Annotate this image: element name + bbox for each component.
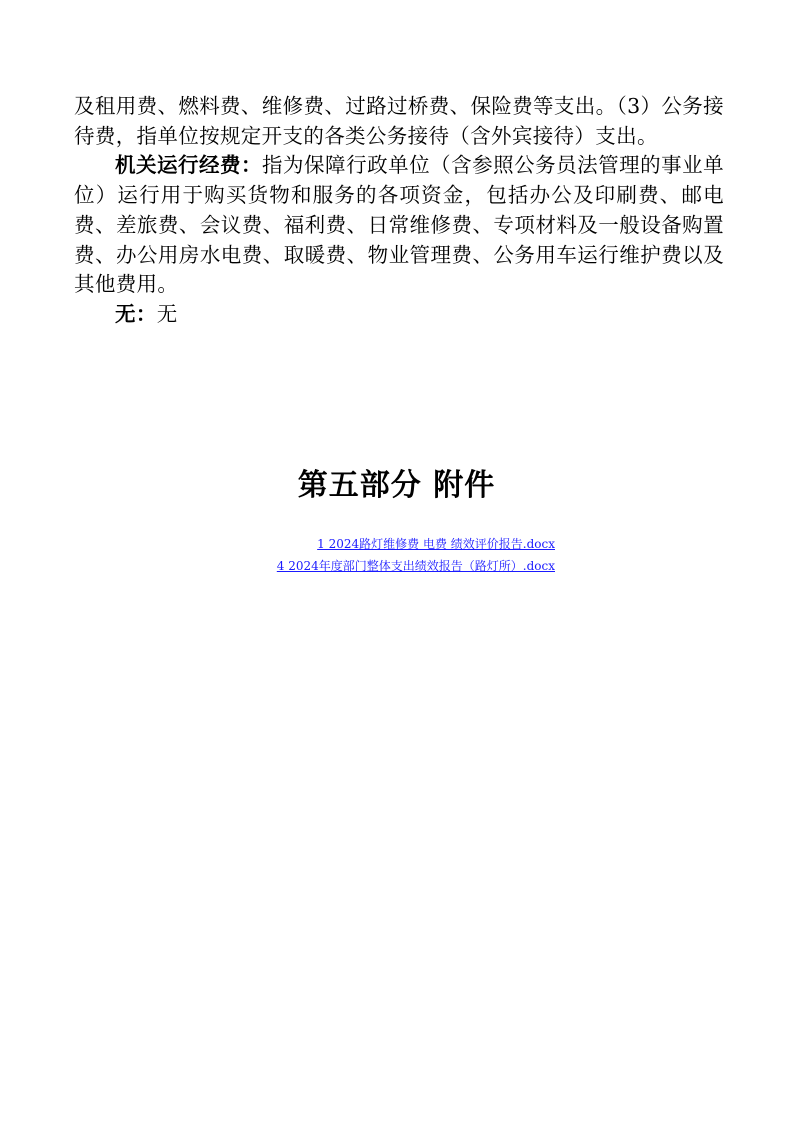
body-text (74, 92, 724, 330)
attachment-link[interactable]: 4 2024年度部门整体支出绩效报告（路灯所）.docx (276, 559, 555, 573)
paragraph-term-definition (74, 300, 724, 330)
term-label: 机关运行经费： (115, 153, 263, 178)
term-definition: 无 (156, 301, 178, 326)
attachment-list (0, 533, 555, 577)
section-title: 第五部分 附件 (297, 468, 496, 503)
term-definition: 指为保障行政单位（含参照公务员法管理的事业单位）运行用于购买货物和服务的各项资金，包括办公及印刷费、邮电费、差旅费、会议费、福利费、日常维修费、专项材料及一般设备购置费、办公用房水电费、取暖费、物业管理费、公务用车运行维护费以及其他费用。 (74, 153, 725, 297)
paragraph-text: 及租用费、燃料费、维修费、过路过桥费、保险费等支出。（3）公务接待费，指单位按规定开支的各类公务接待（含外宾接待）支出。 (74, 94, 724, 148)
term-label: 无： (115, 301, 157, 326)
paragraph-term-definition (74, 151, 724, 300)
attachment-link[interactable]: 1 2024路灯维修费 电费 绩效评价报告.docx (317, 537, 555, 551)
paragraph-continued (74, 92, 724, 151)
